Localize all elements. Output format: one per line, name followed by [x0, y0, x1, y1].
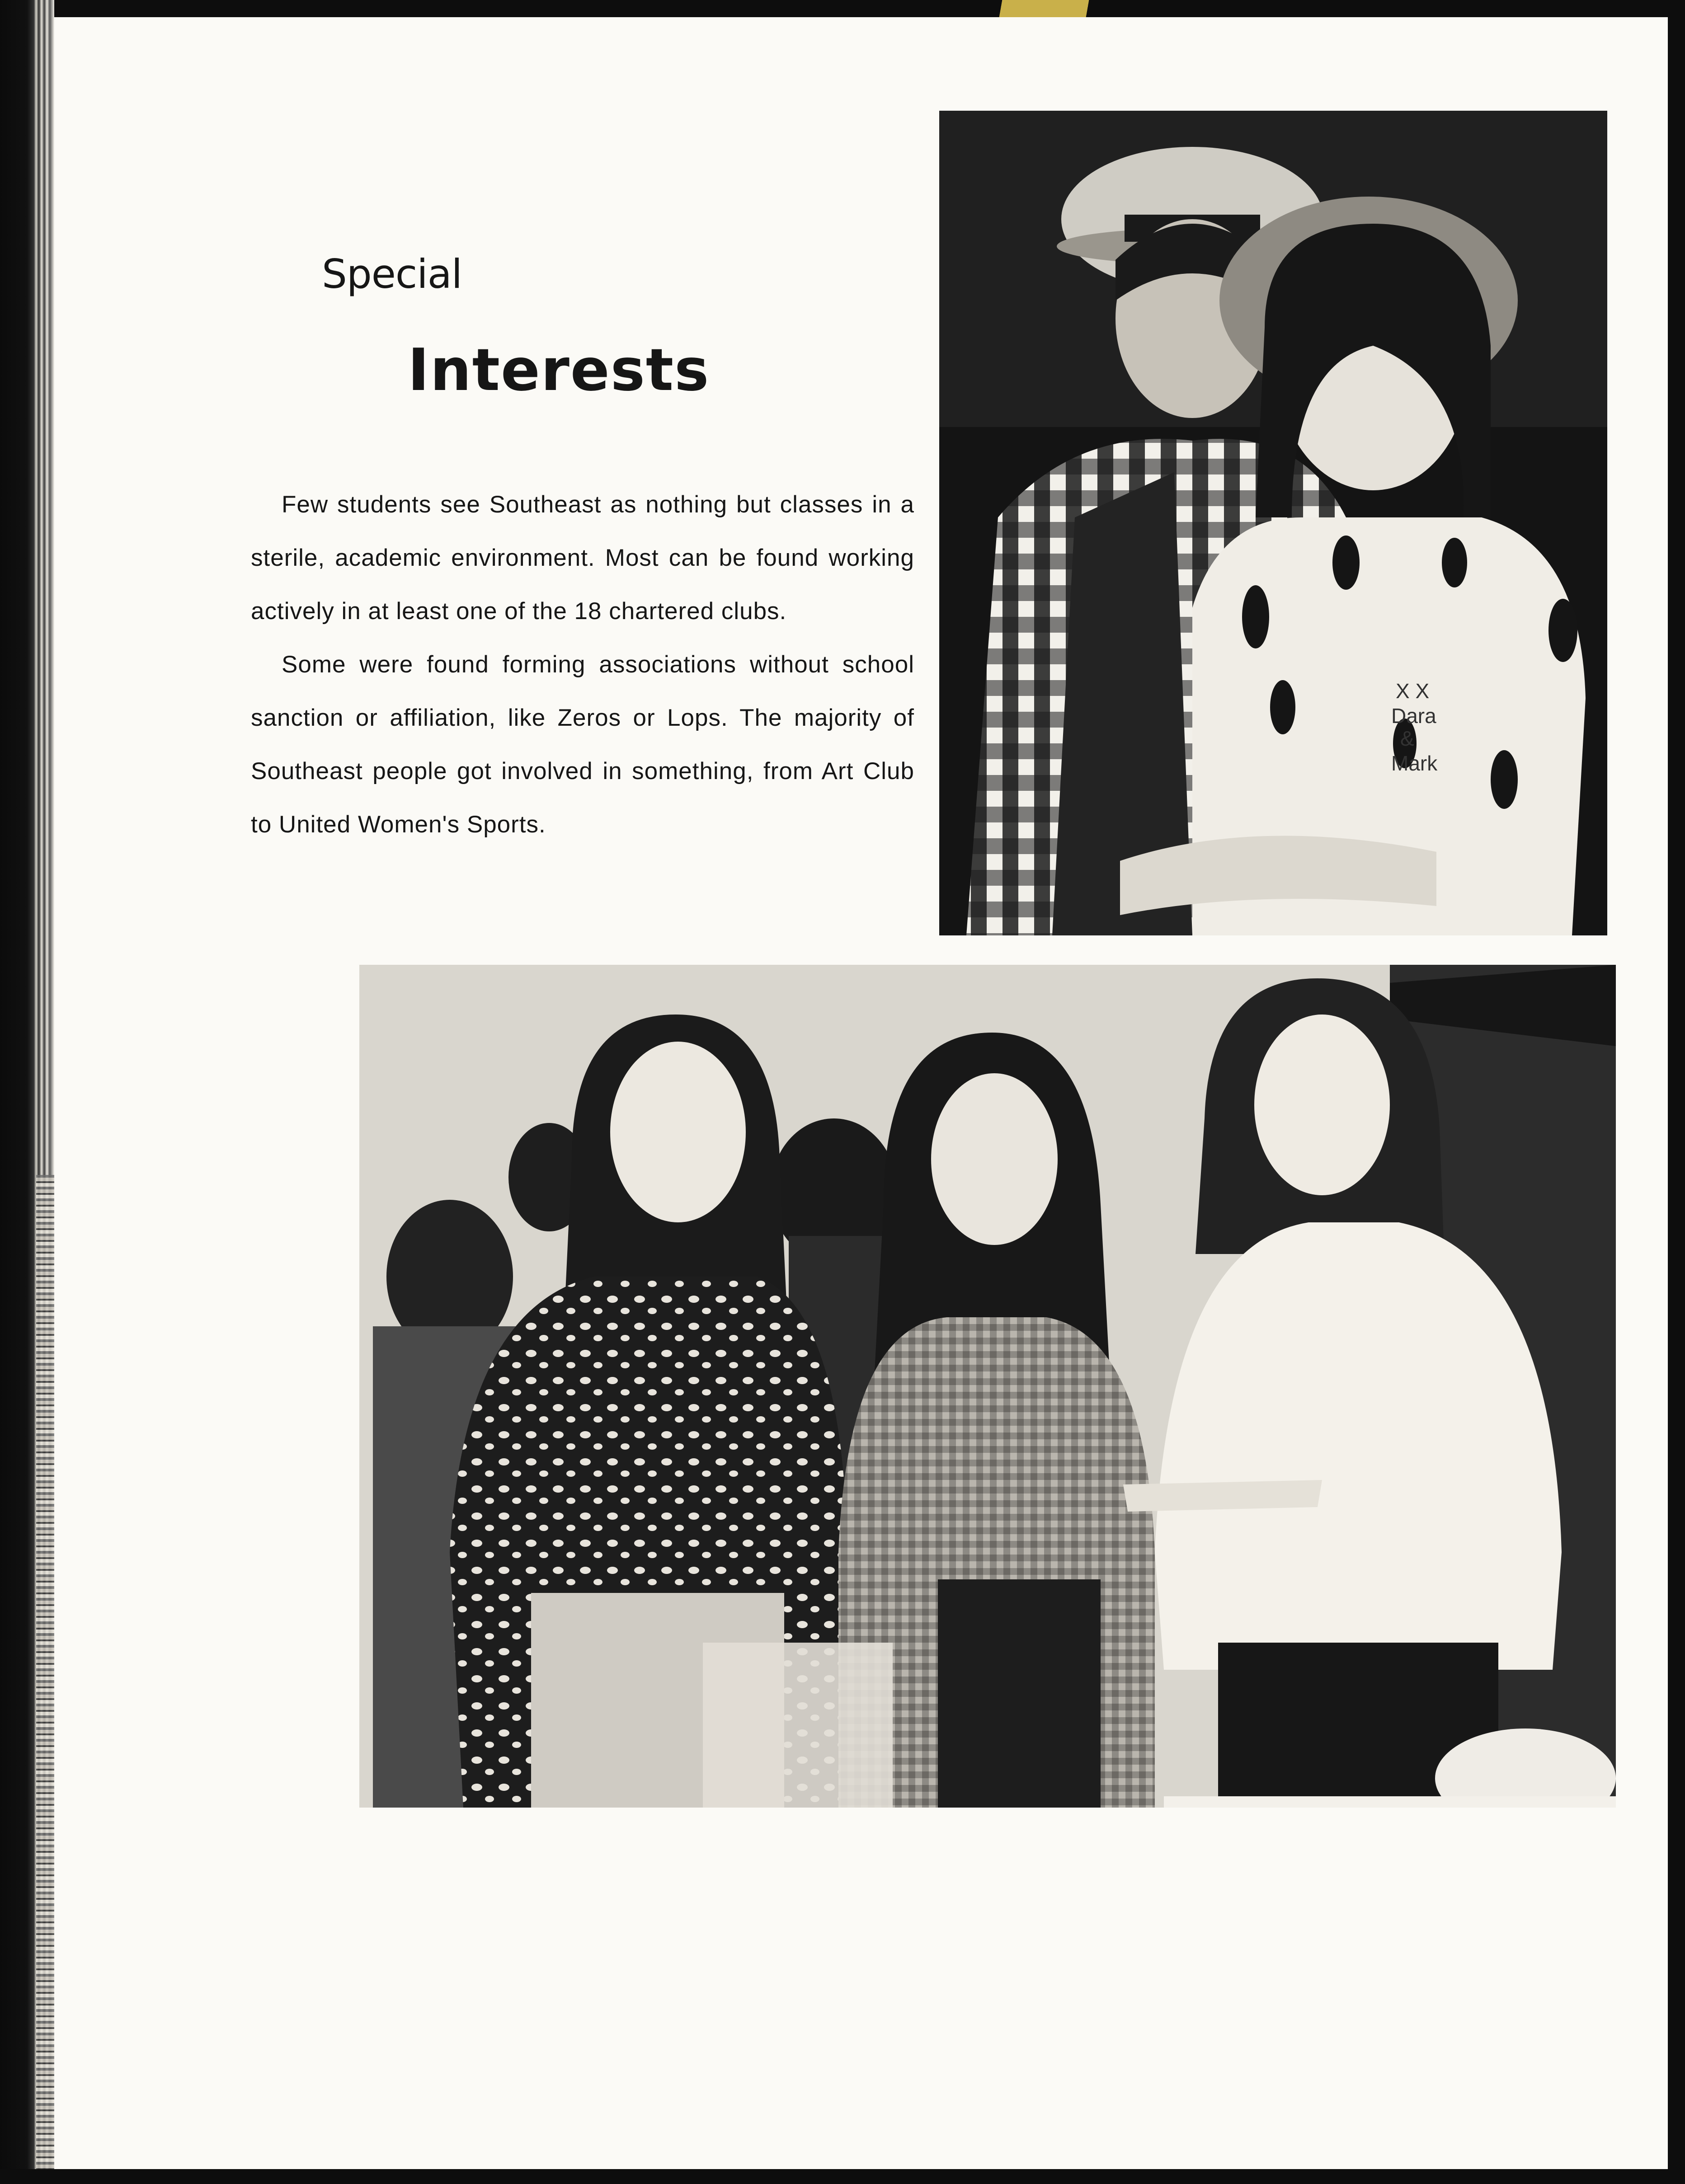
name-tag-line-1: X X — [1396, 679, 1430, 703]
photo-students-illustration — [359, 965, 1616, 1808]
paragraph-1: Few students see Southeast as nothing but classes in a sterile, academic environment. Most can be found working actively in at least one of the 18 chartered clubs. — [251, 491, 914, 625]
name-tag-line-3: & — [1400, 727, 1414, 750]
page-top-edge — [0, 0, 1685, 17]
body-text — [251, 478, 914, 851]
photo-three-students — [359, 965, 1616, 1808]
name-tag-line-4: Mark — [1391, 751, 1438, 775]
page-top-accent — [985, 0, 1103, 17]
paragraph-2: Some were found forming associations without school sanction or affiliation, like Zeros or Lops. The majority of Southeast people got involved in something, from Art Club to United Women's Sports. — [251, 651, 914, 838]
page-right-edge — [1668, 0, 1685, 2184]
page-bottom-edge — [0, 2169, 1685, 2184]
name-tag-line-2: Dara — [1391, 704, 1436, 728]
heading-kicker: Special — [322, 251, 462, 297]
photo-couple-in-hats — [939, 111, 1607, 935]
page-title: Interests — [408, 337, 710, 404]
photo-couple-illustration — [939, 111, 1607, 935]
spine-texture — [36, 1175, 54, 2184]
